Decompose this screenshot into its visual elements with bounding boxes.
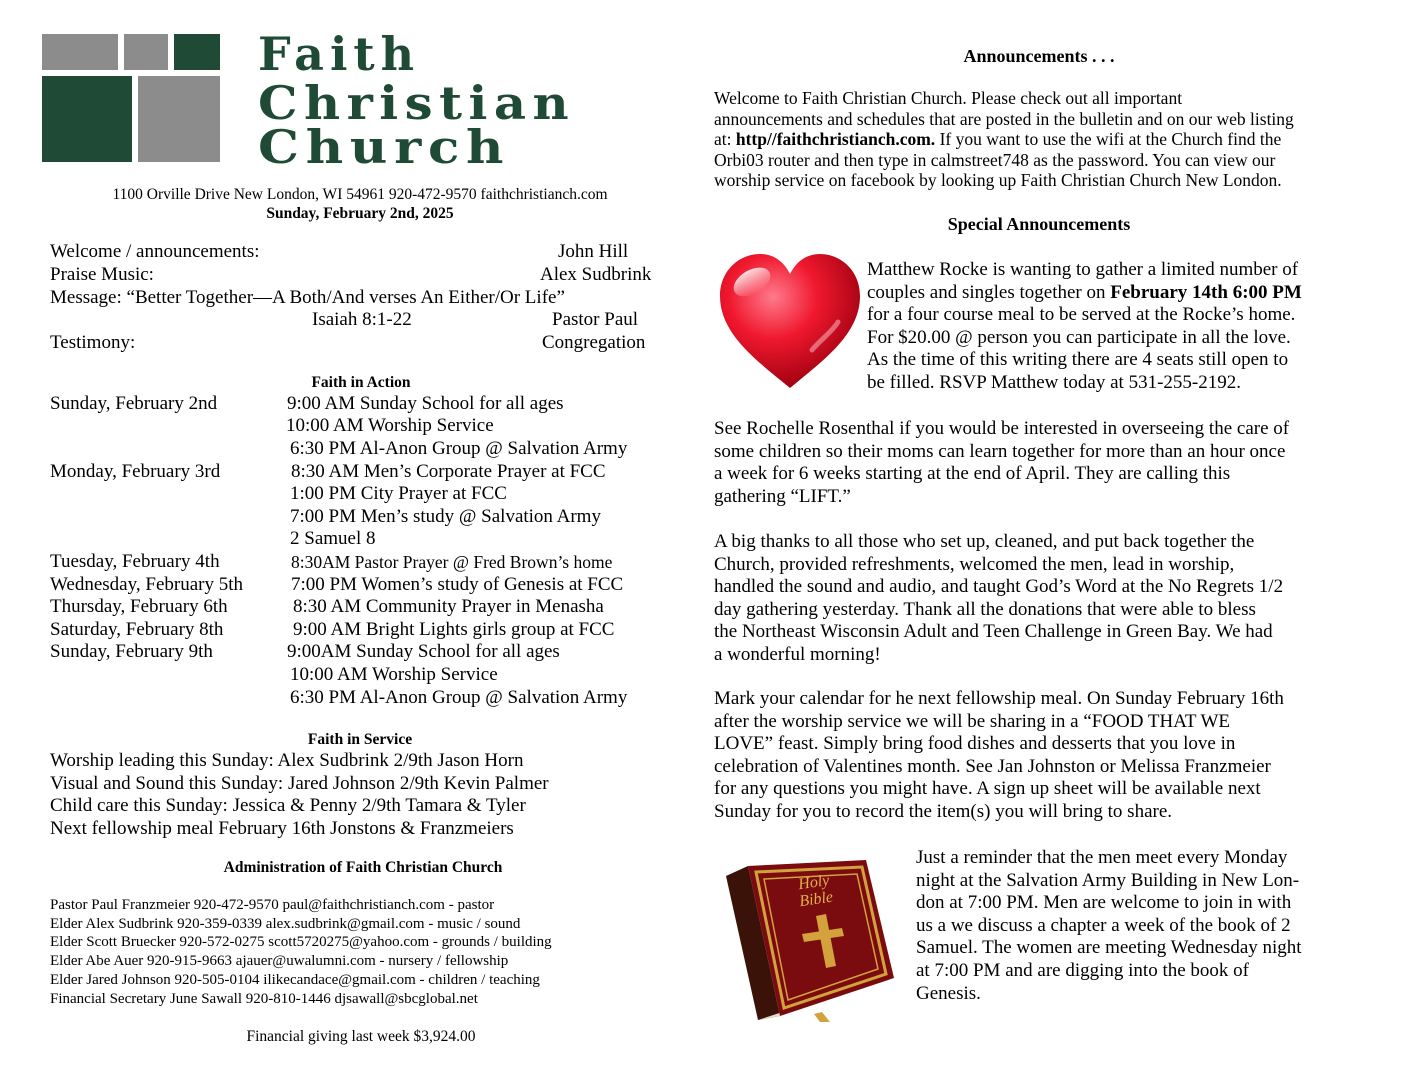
- schedule-event: 9:00 AM Bright Lights girls group at FCC: [293, 619, 615, 640]
- schedule-day: Wednesday, February 5th: [50, 574, 243, 595]
- website-link[interactable]: http//faithchristianch.com.: [735, 129, 936, 150]
- admin-line: Elder Jared Johnson 920-505-0104 ilikecandace@gmail.com - children / teaching: [50, 972, 540, 988]
- order-item: Testimony:: [50, 332, 136, 353]
- schedule-day: Sunday, February 2nd: [50, 393, 218, 414]
- bible-cover-title: Holy Bible: [797, 872, 835, 911]
- schedule-day: Saturday, February 8th: [50, 619, 224, 640]
- schedule-event: 9:00 AM Sunday School for all ages: [287, 393, 564, 414]
- schedule-event: 8:30 AM Community Prayer in Menasha: [293, 596, 604, 617]
- schedule-event: 9:00AM Sunday School for all ages: [287, 641, 560, 662]
- schedule-event: 7:00 PM Women’s study of Genesis at FCC: [291, 574, 624, 595]
- mens-group-paragraph: Just a reminder that the men meet every Monday night at the Salvation Army Building in New Lon- don at 7:00 PM. Men are welcome to join in with us a we discuss a chapter a week of the book of 2 Samuel. The women are meeting Wednesday night at 7:00 PM and are digging into the book of Genesis.: [916, 847, 1302, 1004]
- order-item: Isaiah 8:1-22: [312, 309, 412, 330]
- welcome-line: Orbi03 router and then type in calmstreet748 as the password. You can view our: [714, 149, 1276, 170]
- logo-word-church: Church: [258, 120, 511, 174]
- schedule-day: Thursday, February 6th: [50, 596, 228, 617]
- admin-line: Elder Scott Bruecker 920-572-0275 scott5720275@yahoo.com - grounds / building: [50, 934, 552, 950]
- schedule-event: 7:00 PM Men’s study @ Salvation Army: [290, 506, 601, 527]
- admin-line: Elder Alex Sudbrink 920-359-0339 alex.sudbrink@gmail.com - music / sound: [50, 916, 521, 932]
- schedule-event: 1:00 PM City Prayer at FCC: [290, 483, 507, 504]
- financial-giving: Financial giving last week $3,924.00: [246, 1028, 476, 1045]
- order-leader: Congregation: [542, 332, 646, 353]
- logo-tile-top-middle: [124, 34, 168, 70]
- schedule-event: 6:30 PM Al-Anon Group @ Salvation Army: [290, 687, 628, 708]
- welcome-line: at: http//faithchristianch.com. If you want to use the wifi at the Church find the: [714, 129, 1282, 150]
- fellowship-meal-paragraph: Mark your calendar for he next fellowship meal. On Sunday February 16th after the worship service we will be sharing in a “FOOD THAT WE LOVE” feast. Simply bring food dishes and desserts that you love in celebration of Valentines month. See Jan Johnston or Melissa Franzmeier for any questions you might have. A sign up sheet will be available next Sunday for you to record the item(s) you will bring to share.: [714, 688, 1284, 822]
- special-announcements-heading: Special Announcements: [947, 214, 1131, 234]
- schedule-day: Sunday, February 9th: [50, 641, 213, 662]
- admin-line: Financial Secretary June Sawall 920-810-1446 djsawall@sbcglobal.net: [50, 991, 478, 1007]
- schedule-event: 6:30 PM Al-Anon Group @ Salvation Army: [290, 438, 628, 459]
- logo-word-christian: Christian: [258, 76, 576, 130]
- service-line: Worship leading this Sunday: Alex Sudbrink 2/9th Jason Horn: [50, 750, 524, 771]
- order-item: Message: “Better Together—A Both/And verses An Either/Or Life”: [50, 287, 565, 308]
- order-row: [50, 264, 670, 286]
- schedule-event: 8:30 AM Men’s Corporate Prayer at FCC: [291, 461, 606, 482]
- service-line: Child care this Sunday: Jessica & Penny 2/9th Tamara & Tyler: [50, 795, 526, 816]
- service-line: Visual and Sound this Sunday: Jared Johnson 2/9th Kevin Palmer: [50, 773, 549, 794]
- valentine-dinner-paragraph: Matthew Rocke is wanting to gather a limited number of couples and singles together on February 14th 6:00 PM for a four course meal to be served at the Rocke’s home. For $20.00 @ person you can participate in all the love. As the time of this writing there are 4 seats still open to be filled. RSVP Matthew today at 531-255-2192.: [867, 259, 1302, 393]
- order-item: Praise Music:: [50, 264, 154, 285]
- church-address: 1100 Orville Drive New London, WI 54961 920-472-9570 faithchristianch.com: [112, 186, 608, 203]
- logo-tile-bottom-left: [42, 76, 132, 162]
- faith-in-action-heading: Faith in Action: [311, 374, 411, 391]
- order-leader: John Hill: [558, 241, 629, 262]
- schedule-event: 10:00 AM Worship Service: [286, 415, 494, 436]
- logo-tile-top-left: [42, 34, 118, 70]
- welcome-paragraph: [714, 88, 1294, 191]
- welcome-line: worship service on facebook by looking up Faith Christian Church New London.: [714, 170, 1282, 191]
- order-row: [50, 287, 670, 309]
- schedule-day: Tuesday, February 4th: [50, 551, 220, 572]
- administration-heading: Administration of Faith Christian Church: [223, 859, 503, 876]
- welcome-line: announcements and schedules that are posted in the bulletin and on our web listing: [714, 108, 1294, 129]
- heart-image: [716, 252, 864, 392]
- order-row: [50, 332, 670, 354]
- schedule-event: 2 Samuel 8: [290, 528, 376, 549]
- order-leader: Pastor Paul: [552, 309, 639, 330]
- schedule-event: 8:30AM Pastor Prayer @ Fred Brown’s home: [291, 552, 613, 572]
- schedule-day: Monday, February 3rd: [50, 461, 221, 482]
- order-row: [50, 309, 670, 331]
- schedule-event: 10:00 AM Worship Service: [290, 664, 498, 685]
- admin-line: Elder Abe Auer 920-915-9663 ajauer@uwalumni.com - nursery / fellowship: [50, 953, 509, 969]
- order-item: Welcome / announcements:: [50, 241, 260, 262]
- welcome-line: Welcome to Faith Christian Church. Please check out all important: [714, 88, 1183, 108]
- order-row: [50, 241, 670, 263]
- faith-in-service-heading: Faith in Service: [307, 731, 413, 748]
- service-line: Next fellowship meal February 16th Jonstons & Franzmeiers: [50, 818, 514, 839]
- logo-tile-bottom-right: [138, 76, 220, 162]
- lift-paragraph: See Rochelle Rosenthal if you would be interested in overseeing the care of some children so their moms can learn together for more than an hour once a week for 6 weeks starting at the end of April. They are calling this gathering “LIFT.”: [714, 418, 1290, 507]
- logo-tile-top-right: [174, 34, 220, 70]
- admin-line: Pastor Paul Franzmeier 920-472-9570 paul@faithchristianch.com - pastor: [50, 897, 495, 913]
- bulletin-date: Sunday, February 2nd, 2025: [266, 205, 454, 222]
- announcements-heading: Announcements . . .: [963, 46, 1115, 66]
- order-leader: Alex Sudbrink: [540, 264, 652, 285]
- logo-word-faith: Faith: [258, 27, 421, 81]
- thanks-paragraph: A big thanks to all those who set up, cleaned, and put back together the Church, provided refreshments, welcomed the men, lead in worship, handled the sound and audio, and taught God’s Word at the No Regrets 1/2 day gathering yesterday. Thank all the donations that were able to bless the Northeast Wisconsin Adult and Teen Challenge in Green Bay. We had a wonderful morning!: [714, 531, 1284, 665]
